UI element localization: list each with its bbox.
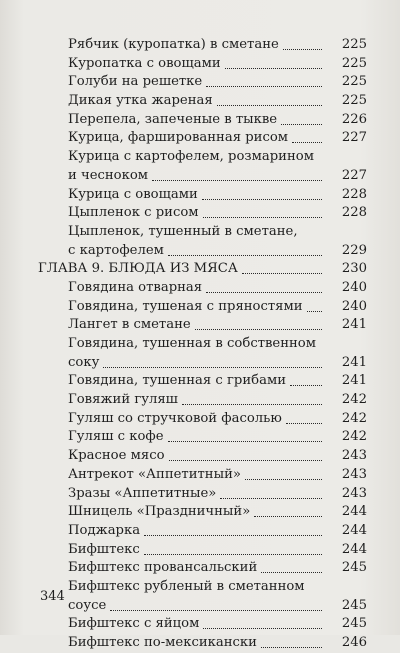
dot-leader [254, 516, 322, 517]
toc-entry-title: Перепела, запеченые в тыкве [68, 111, 278, 127]
toc-entry [0, 354, 400, 373]
toc-entry-title: Куропатка с овощами [68, 55, 221, 71]
toc-entry [0, 615, 400, 634]
toc-page-number: 240 [341, 298, 367, 314]
toc-entry [0, 559, 400, 578]
toc-entry [0, 73, 400, 92]
toc-entry-title: Курица, фаршированная рисом [68, 130, 289, 146]
toc-entry [0, 522, 400, 541]
toc-page-number: 230 [341, 261, 367, 277]
toc-page-number: 241 [341, 354, 367, 370]
toc-entry [0, 36, 400, 55]
toc-page-number: 244 [341, 504, 367, 520]
toc-page-number: 227 [341, 130, 367, 146]
toc-entry [0, 447, 400, 466]
toc-entry [0, 391, 400, 410]
toc-entry [0, 167, 400, 186]
dot-leader [292, 142, 322, 143]
toc-page-number: 243 [341, 466, 367, 482]
toc-entry-title: Дикая утка жареная [68, 93, 213, 109]
toc-entry-title: Бифштекс [68, 541, 140, 557]
toc-page-number: 228 [341, 205, 367, 221]
table-of-contents [0, 36, 400, 653]
toc-page-number: 243 [341, 448, 367, 464]
dot-leader [261, 647, 322, 648]
toc-entry-title: Гуляш со стручковой фасолью [68, 410, 282, 426]
toc-entry-title: Бифштекс провансальский [68, 560, 258, 576]
page-number: 344 [40, 589, 65, 604]
toc-entry [0, 428, 400, 447]
toc-entry-title: Зразы «Аппетитные» [68, 485, 217, 501]
toc-page-number: 225 [341, 74, 367, 90]
toc-page-number: 244 [341, 541, 367, 557]
toc-entry-title: Говядина, тушенная в собственном [68, 336, 316, 351]
toc-page-number: 225 [341, 37, 367, 52]
dot-leader [203, 217, 322, 218]
dot-leader [144, 535, 322, 536]
toc-entry-title: Цыпленок, тушенный в сметане, [68, 223, 298, 239]
toc-page-number: 242 [341, 429, 367, 445]
toc-entry-title: Шницель «Праздничный» [68, 504, 251, 520]
toc-entry-title: Говядина отварная [68, 279, 203, 295]
toc-entry [0, 335, 400, 354]
toc-entry [0, 298, 400, 317]
dot-leader [206, 292, 322, 293]
dot-leader [195, 329, 322, 330]
toc-entry-title: Бифштекс по-мексикански [68, 635, 257, 650]
toc-entry [0, 634, 400, 653]
toc-entry [0, 223, 400, 242]
toc-entry-title: Бифштекс рубленый в сметанном [68, 578, 305, 594]
toc-entry [0, 410, 400, 429]
dot-leader [217, 105, 322, 106]
toc-entry [0, 242, 400, 261]
dot-leader [242, 273, 322, 274]
toc-page-number: 225 [341, 55, 367, 71]
dot-leader [169, 460, 322, 461]
dot-leader [281, 124, 322, 125]
dot-leader [168, 255, 322, 256]
toc-entry-title: соусе [68, 597, 107, 613]
toc-entry [0, 541, 400, 560]
toc-entry [0, 129, 400, 148]
dot-leader [182, 404, 322, 405]
toc-page-number: 246 [341, 635, 367, 650]
toc-page-number: 242 [341, 392, 367, 408]
toc-entry-title: Красное мясо [68, 448, 165, 464]
toc-entry-title: и чесноком [68, 167, 149, 183]
toc-entry-title: Цыпленок с рисом [68, 205, 199, 221]
toc-entry-title: Гуляш с кофе [68, 429, 164, 445]
toc-entry-title: Антрекот «Аппетитный» [68, 466, 241, 482]
dot-leader [152, 180, 322, 181]
dot-leader [110, 610, 322, 611]
dot-leader [203, 628, 322, 629]
dot-leader [144, 554, 322, 555]
toc-entry [0, 466, 400, 485]
dot-leader [225, 68, 322, 69]
dot-leader [290, 385, 322, 386]
dot-leader [168, 441, 322, 442]
toc-page-number: 228 [341, 186, 367, 202]
toc-entry-title: Бифштекс с яйцом [68, 616, 200, 632]
toc-page-number: 229 [341, 242, 367, 258]
dot-leader [202, 199, 322, 200]
toc-page-number: 243 [341, 485, 367, 501]
toc-page-number: 245 [341, 616, 367, 632]
toc-entry-title: ГЛАВА 9. БЛЮДА ИЗ МЯСА [38, 261, 238, 277]
toc-entry [0, 485, 400, 504]
toc-page-number: 227 [341, 167, 367, 183]
toc-entry-title: Говядина, тушенная с грибами [68, 373, 286, 389]
toc-page-number: 242 [341, 410, 367, 426]
toc-entry-title: Рябчик (куропатка) в сметане [68, 37, 279, 52]
dot-leader [220, 498, 322, 499]
toc-entry-title: Лангет в сметане [68, 317, 191, 333]
toc-page-number: 225 [341, 93, 367, 109]
toc-page-number: 245 [341, 597, 367, 613]
toc-entry [0, 186, 400, 205]
toc-entry-title: с картофелем [68, 242, 164, 258]
toc-entry [0, 372, 400, 391]
dot-leader [283, 49, 322, 50]
dot-leader [307, 311, 322, 312]
dot-leader [206, 86, 322, 87]
toc-entry-title: Поджарка [68, 522, 141, 538]
toc-entry [0, 55, 400, 74]
toc-entry [0, 204, 400, 223]
toc-entry-title: Курица с овощами [68, 186, 198, 202]
toc-page-number: 241 [341, 317, 367, 333]
chapter-heading [0, 260, 400, 279]
toc-entry-title: Говяжий гуляш [68, 392, 178, 408]
dot-leader [245, 479, 322, 480]
toc-entry [0, 92, 400, 111]
dot-leader [286, 423, 322, 424]
toc-entry [0, 316, 400, 335]
toc-page-number: 240 [341, 279, 367, 295]
toc-entry [0, 111, 400, 130]
toc-entry [0, 148, 400, 167]
toc-entry-title: Голуби на решетке [68, 74, 203, 90]
toc-entry-title: соку [68, 354, 100, 370]
toc-page-number: 241 [341, 373, 367, 389]
toc-entry-title: Курица с картофелем, розмарином [68, 149, 314, 165]
toc-page-number: 244 [341, 522, 367, 538]
toc-page-number: 245 [341, 560, 367, 576]
dot-leader [261, 572, 322, 573]
toc-entry [0, 503, 400, 522]
toc-page-number: 226 [341, 111, 367, 127]
dot-leader [103, 367, 322, 368]
toc-entry-title: Говядина, тушеная с пряностями [68, 298, 303, 314]
toc-entry [0, 279, 400, 298]
